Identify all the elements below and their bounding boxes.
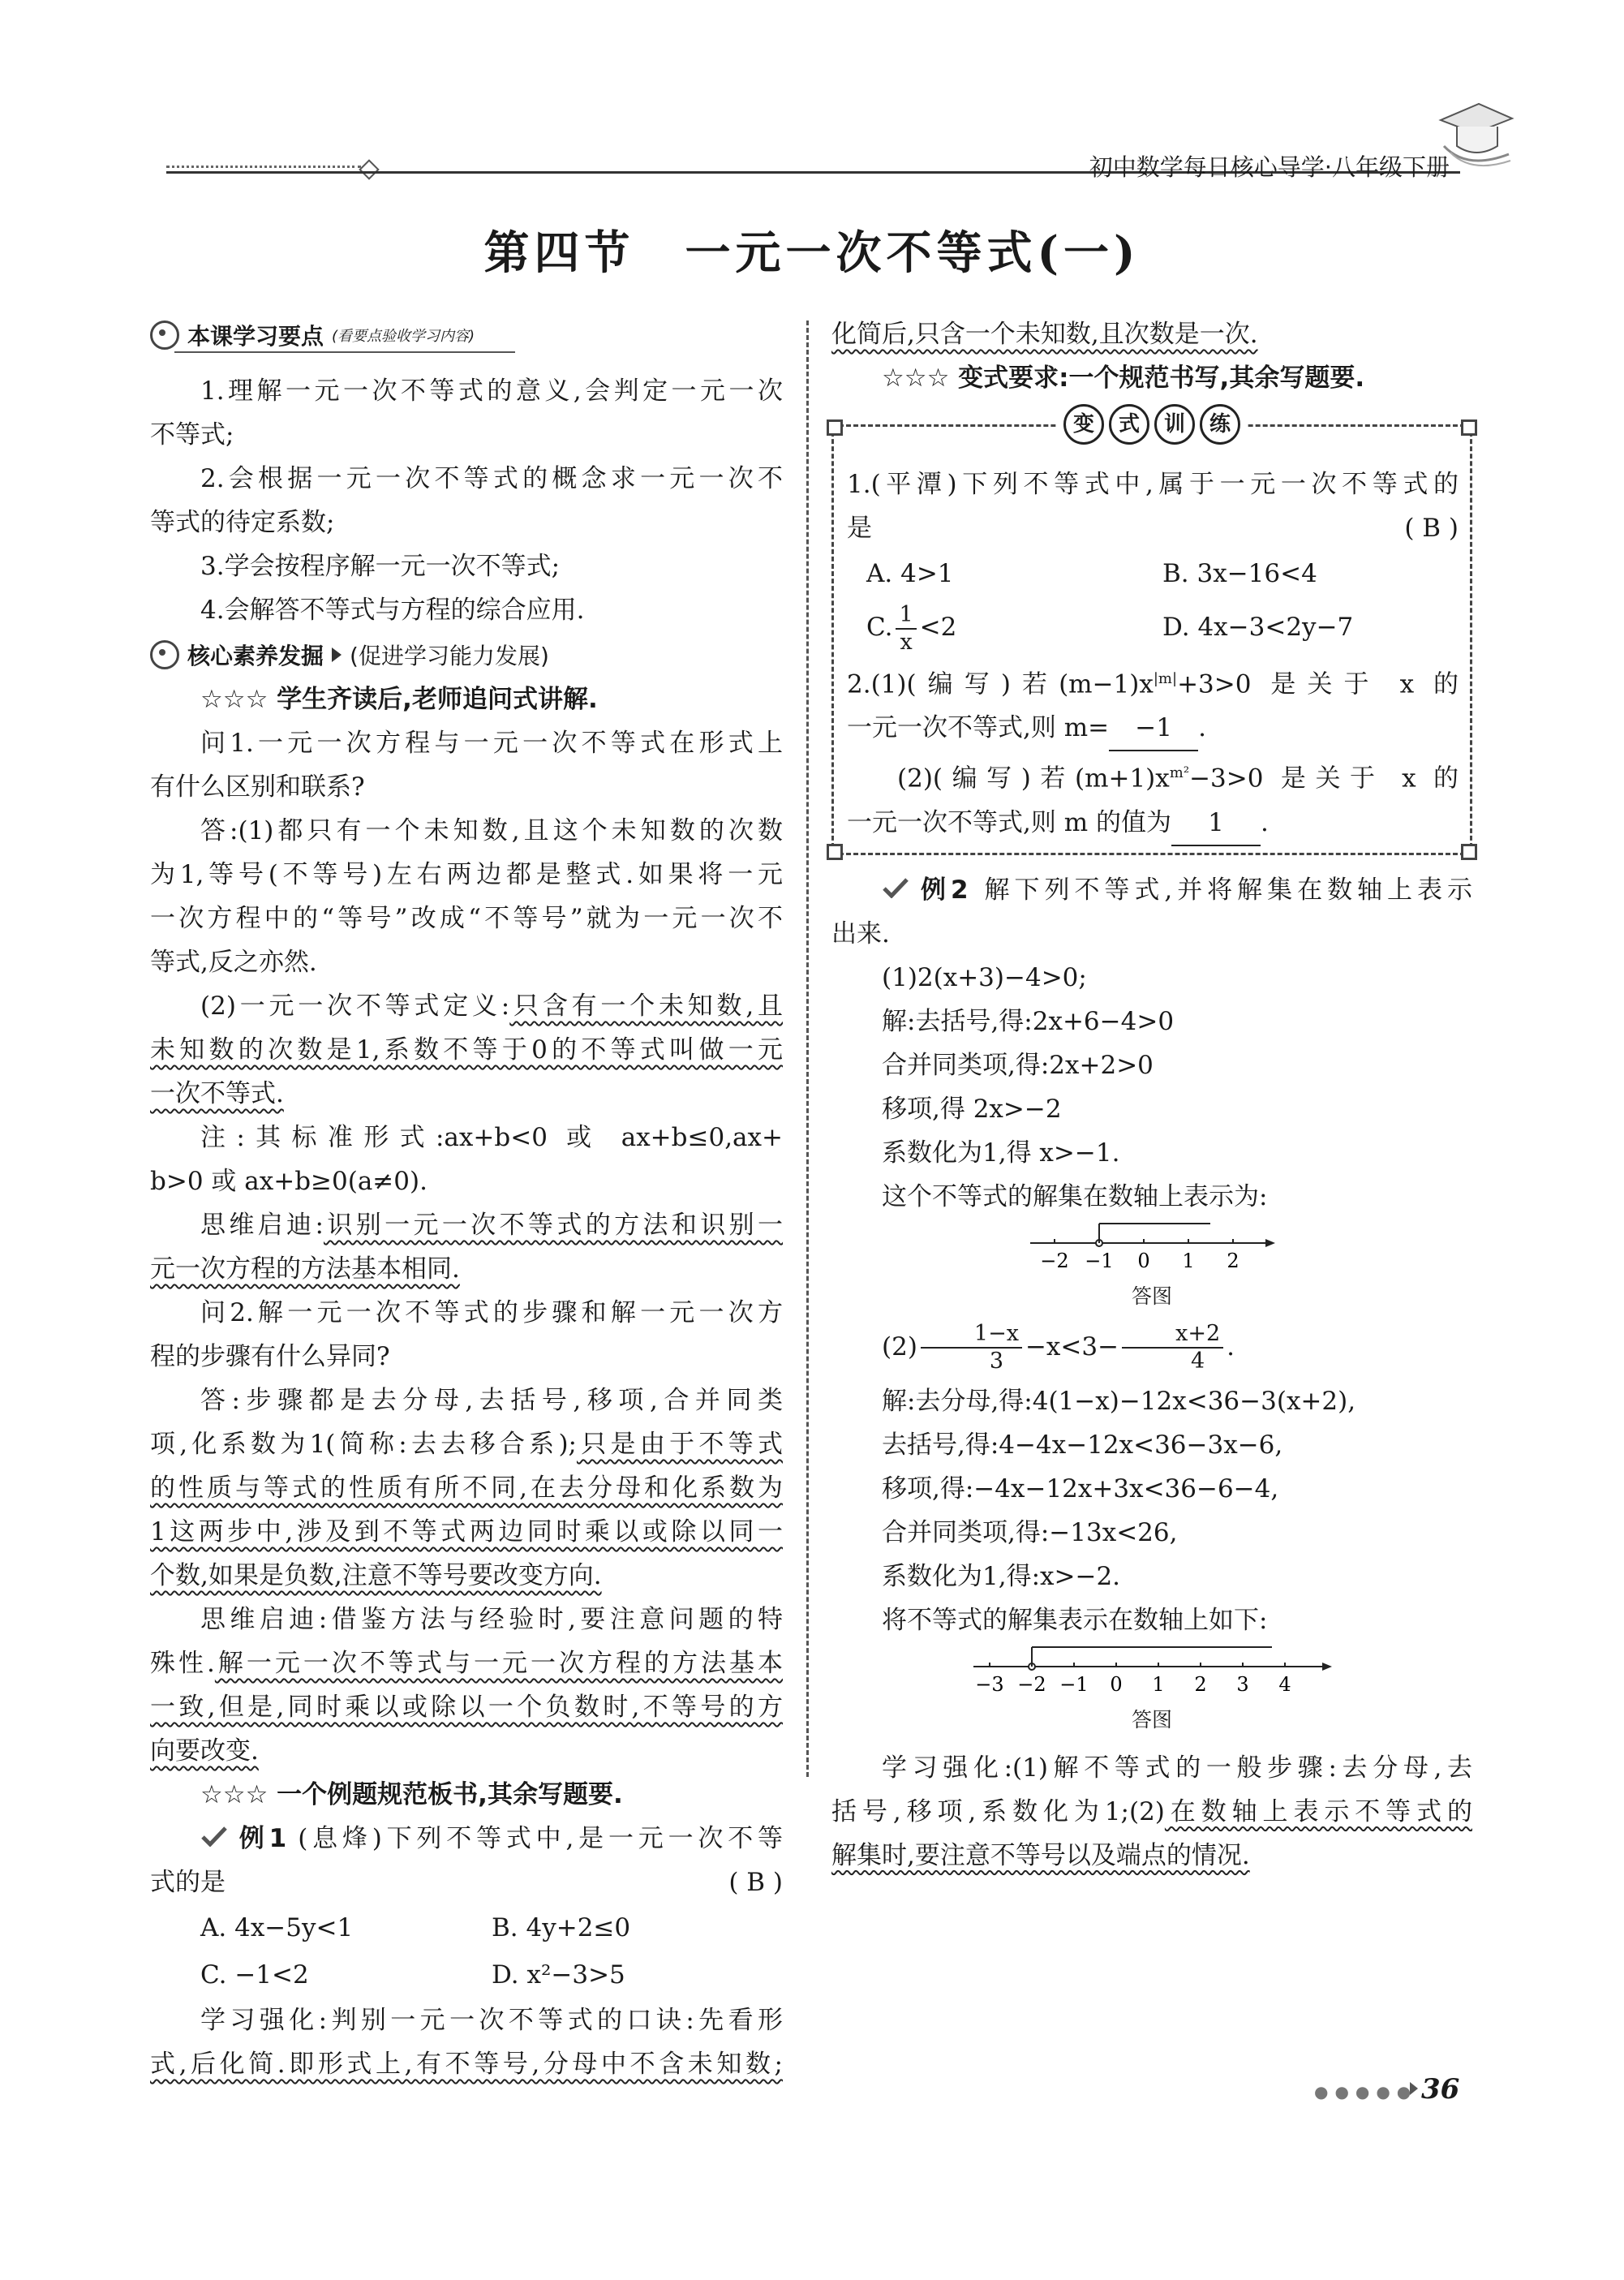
choice-d: D. x²−3>5: [492, 1960, 625, 1990]
thinking-underlined-2: 元一次方程的方法基本相同.: [150, 1254, 460, 1284]
problem-2-end: .: [1227, 1331, 1235, 1362]
learn-2-line2: [831, 1790, 1472, 1834]
answer-2-line2: [150, 1422, 783, 1466]
checkmark-icon: [200, 1826, 228, 1847]
choice-c: [866, 597, 1162, 657]
solution-2-step2: 去括号,得:4−4x−12x<36−3x−6,: [882, 1430, 1283, 1460]
answer-2-underlined-3: 1这两步中,涉及到不等式两边同时乘以或除以同一: [150, 1517, 783, 1547]
number-line-1-caption: 答图: [1131, 1284, 1172, 1308]
answer-2-text: 项,化系数为1(简称:去去移合系);: [150, 1430, 577, 1459]
choice-a: A. 4x−5y<1: [200, 1913, 354, 1942]
learn-1-underlined-3: 化简后,只含一个未知数,且次数是一次.: [831, 320, 1258, 349]
answer-2-underlined: 只是由于不等式: [576, 1430, 784, 1459]
box-corner: [827, 844, 843, 860]
thinking-2-line2: [150, 1641, 783, 1685]
variant-2-line3: [847, 751, 1459, 800]
answer-1: 答:(1)都只有一个未知数,且这个未知数的次数: [200, 816, 783, 845]
core-title: 核心素养发掘: [187, 643, 324, 669]
variant-1-choices-2: [847, 597, 1459, 657]
thinking-2-line1: 思维启迪:借鉴方法与经验时,要注意问题的特: [200, 1605, 783, 1634]
problem-2-label: (2): [882, 1331, 917, 1362]
definition-underlined-3: 一次不等式.: [150, 1079, 284, 1108]
page-number: 36: [1421, 2073, 1460, 2106]
fraction-denominator: 4: [1191, 1349, 1205, 1374]
answer-2-underlined-2: 的性质与等式的性质有所不同,在去分母和化系数为: [150, 1473, 783, 1503]
variant-2-line2: 一元一次不等式,则 m= −1 .: [847, 706, 1459, 751]
tick-label: 4: [1278, 1672, 1291, 1696]
example-1-label: 例1: [234, 1824, 287, 1853]
problem-2: [831, 1314, 1472, 1379]
header-dotted-rule: [166, 166, 361, 168]
variant-2-text-5: −3>0 是关于 x 的: [1189, 764, 1459, 794]
fraction-denominator: x: [900, 629, 913, 655]
tick-label: 2: [1227, 1249, 1239, 1272]
learn-1-underlined: 式,后化简.即形式上,有不等号,分母中不含未知数;: [150, 2050, 783, 2079]
thinking-2-line4: [150, 1729, 783, 1773]
definition-line2: [150, 1028, 783, 1072]
key-points-title: 本课学习要点: [187, 323, 324, 350]
box-title-char: 训: [1154, 404, 1195, 445]
learn-2-underlined-2: 解集时,要注意不等号以及端点的情况.: [831, 1840, 1250, 1870]
fraction-denominator: 3: [989, 1349, 1004, 1374]
header-diamond-ornament: [359, 159, 379, 179]
choice-b: B. 3x−16<4: [1162, 559, 1317, 588]
page-dots: ●●●●●: [1314, 2082, 1418, 2101]
triangle-arrow-icon: [332, 647, 342, 662]
solution-2-step3: 移项,得:−4x−12x+3x<36−6−4,: [882, 1473, 1279, 1504]
key-point-3: 3.学会按程序解一元一次不等式;: [200, 552, 561, 581]
box-title-char: 变: [1063, 404, 1104, 445]
choice-d: D. 4x−3<2y−7: [1162, 613, 1354, 642]
learn-1-line1: 学习强化:判别一元一次不等式的口诀:先看形: [200, 2006, 783, 2035]
solution-1-step5: 这个不等式的解集在数轴上表示为:: [882, 1181, 1268, 1211]
variant-training-title: [1057, 404, 1247, 445]
variant-1-choices: [847, 550, 1459, 597]
tick-label: −2: [1040, 1249, 1069, 1272]
box-corner: [827, 419, 843, 436]
choice-c: C. −1<2: [200, 1960, 309, 1990]
answer-2-line5: [150, 1554, 783, 1598]
variant-training-box: [831, 412, 1472, 855]
example-1-answer: ( B ): [728, 1868, 783, 1897]
core-heading: [150, 632, 783, 678]
tick-label: 1: [1152, 1672, 1165, 1696]
question-2: 问2.解一元一次不等式的步骤和解一元一次方: [200, 1298, 783, 1327]
core-note: (促进学习能力发展): [350, 643, 549, 669]
box-corner: [1461, 844, 1477, 860]
problem-1: (1)2(x+3)−4>0;: [882, 962, 1087, 992]
tick-label: 2: [1194, 1672, 1207, 1696]
definition-line3: [150, 1072, 783, 1116]
tick-label: 1: [1182, 1249, 1195, 1272]
bulb-icon: [150, 640, 179, 669]
thinking-1-line1: [150, 1203, 783, 1247]
choice-c-rest: <2: [919, 613, 957, 642]
variant-1-line1: 1.(平潭)下列不等式中,属于一元一次不等式的: [847, 470, 1459, 499]
question-1: 问1.一元一次方程与一元一次不等式在形式上: [200, 729, 783, 758]
note-line2: b>0 或 ax+b≥0(a≠0).: [150, 1167, 427, 1196]
fraction: [921, 1321, 1022, 1374]
answer-2-underlined-4: 个数,如果是负数,注意不等号要改变方向.: [150, 1561, 602, 1590]
answer-blank: 1: [1171, 801, 1261, 846]
number-line-2-svg: [965, 1642, 1338, 1699]
column-divider: [806, 320, 809, 1777]
box-title-char: 练: [1200, 404, 1240, 445]
exponent: |m|: [1153, 670, 1178, 687]
instruction-1: ☆☆☆ 学生齐读后,老师追问式讲解.: [200, 685, 598, 714]
page-arrow-icon: [1410, 2082, 1418, 2095]
solution-1-step4: 系数化为1,得 x>−1.: [882, 1138, 1120, 1168]
question-2-cont: 程的步骤有什么异同?: [150, 1342, 390, 1371]
example-2-text: 解下列不等式,并将解集在数轴上表示: [979, 875, 1472, 905]
left-column: [150, 312, 783, 2086]
tick-label: 3: [1236, 1672, 1249, 1696]
thinking-2-underlined-3: 向要改变.: [150, 1736, 259, 1766]
answer-2-line3: [150, 1466, 783, 1510]
answer-blank: −1: [1109, 706, 1198, 751]
choice-c-label: C.: [866, 613, 893, 642]
choice-b: B. 4y+2≤0: [492, 1913, 631, 1942]
key-points-rule: [174, 351, 515, 353]
box-title-char: 式: [1109, 404, 1149, 445]
solution-1-step3: 移项,得 2x>−2: [882, 1094, 1062, 1124]
solution-2-step4: 合并同类项,得:−13x<26,: [882, 1517, 1178, 1547]
fraction-numerator: 1−x: [921, 1321, 1022, 1349]
example-2-line2: 出来.: [831, 918, 890, 949]
definition-underlined: 只含有一个未知数,且: [509, 992, 783, 1021]
number-line-1: [831, 1219, 1472, 1314]
number-line-2: [831, 1642, 1472, 1738]
learn-1-line2: [150, 2042, 783, 2086]
example-1-text-2: 式的是: [150, 1868, 226, 1897]
key-point-2-cont: 等式的待定系数;: [150, 508, 335, 537]
thinking-label: 思维启迪:: [200, 1211, 324, 1240]
question-1-cont: 有什么区别和联系?: [150, 772, 365, 802]
example-1-choices-2: [150, 1951, 783, 1998]
solution-1-step2: 合并同类项,得:2x+2>0: [882, 1050, 1154, 1080]
note-line1: 注:其标准形式:ax+b<0 或 ax+b≤0,ax+: [200, 1123, 783, 1152]
number-line-1-svg: [1022, 1219, 1282, 1276]
answer-1-line4: 等式,反之亦然.: [150, 948, 317, 977]
example-2-label: 例2: [916, 875, 969, 905]
example-1-line2: [150, 1861, 783, 1904]
example-1-text: (息烽)下列不等式中,是一元一次不等: [298, 1824, 784, 1853]
variant-2-text-2: +3>0 是关于 x 的: [1177, 669, 1459, 699]
variant-2-line4: 一元一次不等式,则 m 的值为 1 .: [847, 801, 1459, 846]
variant-1-line2: [847, 506, 1459, 550]
tick-label: −2: [1017, 1672, 1046, 1696]
key-point-1-cont: 不等式;: [150, 420, 234, 450]
thinking-1-line2: [150, 1247, 783, 1291]
box-corner: [1461, 419, 1477, 436]
variant-2-line1: [847, 657, 1459, 706]
thinking-2-underlined: 解一元一次不等式与一元一次方程的方法基本: [214, 1649, 784, 1678]
instruction-2: ☆☆☆ 一个例题规范板书,其余写题要.: [200, 1780, 623, 1809]
instruction-3: ☆☆☆ 变式要求:一个规范书写,其余写题要.: [882, 364, 1365, 393]
fraction: [896, 602, 916, 656]
tick-label: 0: [1110, 1672, 1123, 1696]
tick-label: −1: [1059, 1672, 1089, 1696]
answer-1-line2: 为1,等号(不等号)左右两边都是整式.如果将一元: [150, 860, 783, 889]
learn-2-line3: [831, 1834, 1472, 1878]
checkmark-icon: [882, 877, 909, 898]
thinking-2-text: 殊性.: [150, 1649, 215, 1678]
thinking-2-underlined-2: 一致,但是,同时乘以或除以一个负数时,不等号的方: [150, 1693, 783, 1722]
example-1-choices: [150, 1904, 783, 1951]
right-column: [831, 312, 1472, 1878]
fraction: [1122, 1321, 1223, 1374]
fraction-numerator: 1: [896, 602, 916, 630]
graduation-cap-icon: [1434, 96, 1515, 173]
thinking-underlined: 识别一元一次不等式的方法和识别一: [323, 1211, 784, 1240]
key-points-note: (看要点验收学习内容): [332, 328, 475, 345]
variant-2-text-3: 一元一次不等式,则 m=: [847, 713, 1110, 743]
number-line-2-caption: 答图: [1131, 1707, 1172, 1732]
tick-label: −1: [1085, 1249, 1114, 1272]
answer-1-line3: 一次方程中的“等号”改成“不等号”就为一元一次不: [150, 904, 783, 933]
definition-label: (2)一元一次不等式定义:: [200, 992, 510, 1021]
choice-a: A. 4>1: [866, 559, 954, 588]
series-title: 初中数学每日核心导学·八年级下册: [1089, 153, 1450, 181]
key-point-2: 2.会根据一元一次不等式的概念求一元一次不: [200, 464, 783, 493]
solution-2-step5: 系数化为1,得:x>−2.: [882, 1561, 1121, 1591]
thinking-2-line3: [150, 1685, 783, 1729]
learn-1-line3: [831, 312, 1472, 356]
answer-2-line4: [150, 1510, 783, 1554]
example-2-line1: [831, 868, 1472, 912]
tick-label: −3: [975, 1672, 1004, 1696]
variant-1-text: 是: [847, 514, 872, 543]
variant-2-text: 2.(1)(编写)若(m−1)x: [847, 669, 1154, 699]
variant-2-text-4: (2)(编写)若(m+1)x: [897, 764, 1170, 794]
learn-2-underlined: 在数轴上表示不等式的: [1164, 1796, 1472, 1826]
solution-2-step1: 解:去分母,得:4(1−x)−12x<36−3(x+2),: [882, 1386, 1356, 1416]
tick-label: 0: [1137, 1249, 1150, 1272]
key-point-1: 1.理解一元一次不等式的意义,会判定一元一次: [200, 376, 783, 406]
key-point-4: 4.会解答不等式与方程的综合应用.: [200, 596, 585, 625]
answer-2: 答:步骤都是去分母,去括号,移项,合并同类: [200, 1386, 783, 1415]
definition-line1: [150, 984, 783, 1028]
definition-underlined-2: 未知数的次数是1,系数不等于0的不等式叫做一元: [150, 1035, 783, 1065]
bulb-icon: [150, 320, 179, 350]
exponent: m²: [1169, 764, 1190, 782]
section-title: 第四节 一元一次不等式(一): [483, 226, 1141, 280]
solution-2-step6: 将不等式的解集表示在数轴上如下:: [882, 1605, 1268, 1635]
learn-2-text: 括号,移项,系数化为1;(2): [831, 1796, 1165, 1826]
solution-1-step1: 解:去括号,得:2x+6−4>0: [882, 1006, 1175, 1036]
example-1-line1: [150, 1817, 783, 1861]
fraction-numerator: x+2: [1122, 1321, 1223, 1349]
problem-2-mid: −x<3−: [1025, 1331, 1119, 1362]
variant-2-text-6: 一元一次不等式,则 m 的值为: [847, 807, 1171, 837]
variant-1-answer: ( B ): [1404, 514, 1459, 543]
learn-2-line1: 学习强化:(1)解不等式的一般步骤:去分母,去: [882, 1753, 1472, 1783]
